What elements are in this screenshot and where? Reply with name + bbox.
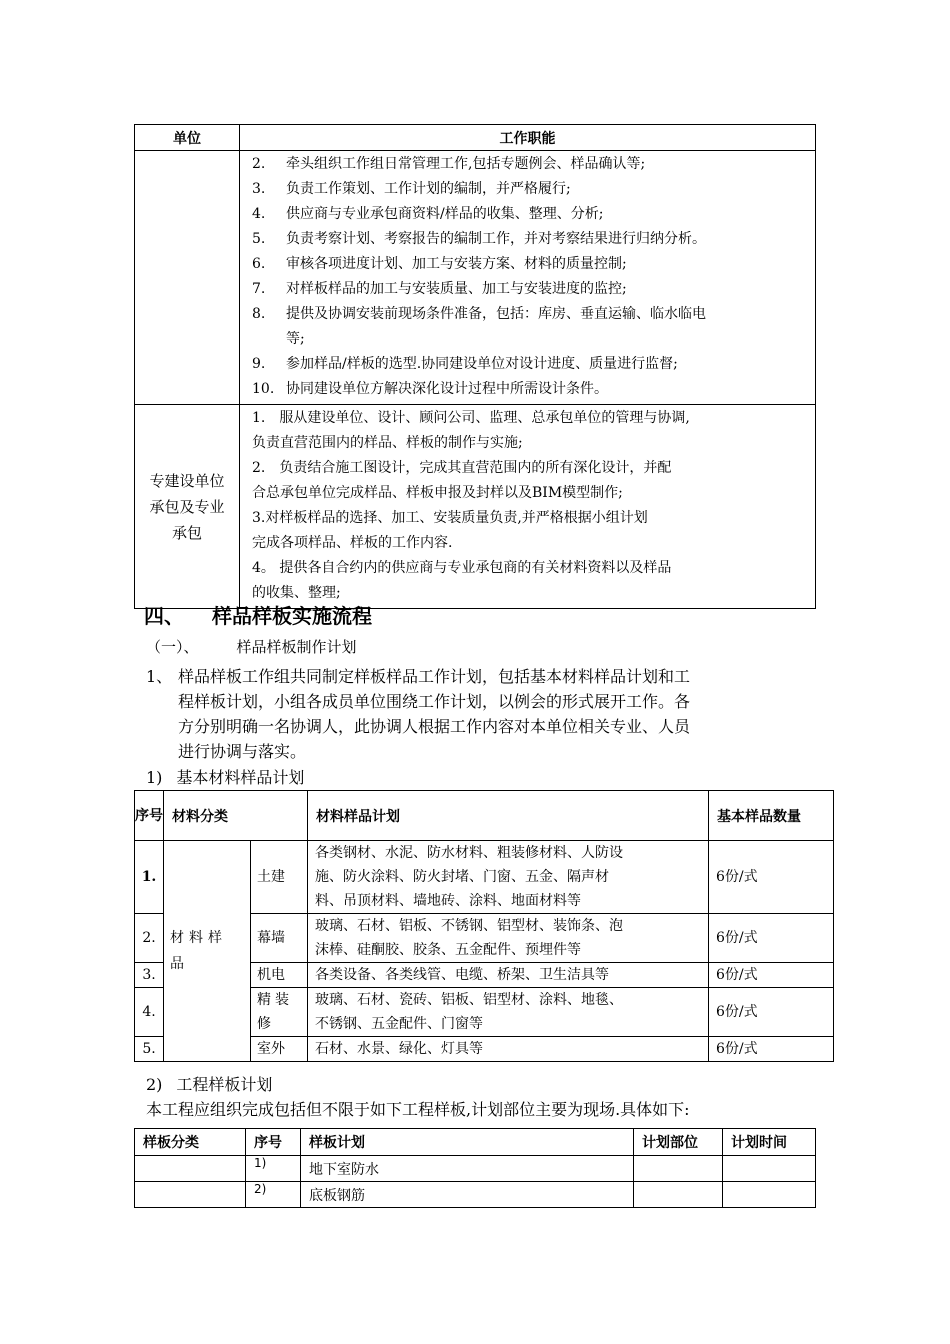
location-cell (634, 1156, 723, 1182)
unit-cell (135, 151, 240, 405)
duty-item: 4. 供应商与专业承包商资料/样品的收集、整理、分析; (252, 206, 604, 222)
table-header-row (135, 791, 834, 841)
row-number: 1. (135, 841, 164, 914)
section-heading: 四、 样品样板实施流程 (144, 604, 372, 628)
row-number: 2. (135, 914, 164, 963)
duty-item-continuation: 等; (286, 331, 305, 347)
plan-cell: 玻璃、石材、瓷砖、铝板、铝型材、涂料、地毯、 不锈钢、五金配件、门窗等 (308, 988, 709, 1037)
list-heading: 1) 基本材料样品计划 (146, 768, 305, 787)
sub-category: 土建 (251, 841, 308, 914)
duty-item: 8. 提供及协调安装前现场条件准备，包括：库房、垂直运输、临水临电 (252, 306, 706, 322)
category-cell (135, 1182, 246, 1208)
duty-line: 合总承包单位完成样品、样板申报及封样以及BIM模型制作; (252, 485, 623, 501)
duties-cell (240, 151, 816, 405)
duty-item: 9. 参加样品/样板的选型.协同建设单位对设计进度、质量进行监督; (252, 356, 678, 372)
table-row (135, 151, 816, 405)
seq-header: 序号 (246, 1129, 301, 1156)
table-row (135, 1182, 816, 1208)
duty-item: 5. 负责考察计划、考察报告的编制工作，并对考察结果进行归纳分析。 (252, 231, 706, 247)
qty-header: 基本样品数量 (709, 791, 834, 841)
duty-line: 完成各项样品、样板的工作内容. (252, 535, 453, 551)
duty-line: 3.对样板样品的选择、加工、安装质量负责,并严格根据小组计划 (252, 510, 648, 526)
category-cell (135, 1156, 246, 1182)
engineering-sample-table (134, 1128, 816, 1208)
paragraph: 本工程应组织完成包括但不限于如下工程样板,计划部位主要为现场.具体如下: (146, 1100, 690, 1119)
paragraph-number: 1、 (146, 667, 173, 686)
plan-cell: 地下室防水 (301, 1156, 634, 1182)
plan-cell: 石材、水景、绿化、灯具等 (308, 1037, 709, 1062)
category-header: 材料分类 (164, 791, 308, 841)
qty-cell: 6份/式 (709, 988, 834, 1037)
plan-header: 材料样品计划 (308, 791, 709, 841)
qty-cell: 6份/式 (709, 1037, 834, 1062)
seq-cell: 2) (246, 1182, 301, 1208)
sub-category: 幕墙 (251, 914, 308, 963)
material-sample-table (134, 790, 834, 1062)
plan-cell: 底板钢筋 (301, 1182, 634, 1208)
seq-header: 序号 (135, 791, 164, 841)
qty-cell: 6份/式 (709, 914, 834, 963)
qty-cell: 6份/式 (709, 841, 834, 914)
seq-cell: 1) (246, 1156, 301, 1182)
category-group: 材料样品 (164, 841, 251, 1062)
duty-item: 2. 牵头组织工作组日常管理工作,包括专题例会、样品确认等; (252, 156, 646, 172)
plan-cell: 各类设备、各类线管、电缆、桥架、卫生洁具等 (308, 963, 709, 988)
duties-header: 工作职能 (240, 125, 816, 151)
location-header: 计划部位 (634, 1129, 723, 1156)
plan-cell: 各类钢材、水泥、防水材料、粗装修材料、人防设 施、防火涂料、防火封堵、门窗、五金、隔声材 料、吊顶材料、墙地砖、涂料、地面材料等 (308, 841, 709, 914)
duty-line: 2. 负责结合施工图设计，完成其直营范围内的所有深化设计，并配 (252, 460, 672, 476)
duty-item: 3. 负责工作策划、工作计划的编制，并严格履行; (252, 181, 571, 197)
duty-line: 4。 提供各自合约内的供应商与专业承包商的有关材料资料以及样品 (252, 560, 672, 576)
duty-line: 负责直营范围内的样品、样板的制作与实施; (252, 435, 523, 451)
sub-category: 室外 (251, 1037, 308, 1062)
table-row (135, 841, 834, 914)
duties-table-header (135, 125, 816, 151)
plan-cell: 玻璃、石材、铝板、不锈钢、铝型材、装饰条、泡 沫棒、硅酮胶、胶条、五金配件、预埋件等 (308, 914, 709, 963)
list-heading: 2) 工程样板计划 (146, 1075, 273, 1094)
duties-table (134, 124, 816, 609)
duty-line: 1. 服从建设单位、设计、顾问公司、监理、总承包单位的管理与协调, (252, 410, 690, 426)
duty-item: 6. 审核各项进度计划、加工与安装方案、材料的质量控制; (252, 256, 627, 272)
row-number: 4. (135, 988, 164, 1037)
location-cell (634, 1182, 723, 1208)
category-header: 样板分类 (135, 1129, 246, 1156)
duties-cell (240, 405, 816, 609)
subsection-heading: （一）、 样品样板制作计划 (146, 638, 357, 656)
sub-category: 机电 (251, 963, 308, 988)
time-cell (723, 1156, 816, 1182)
unit-header: 单位 (135, 125, 240, 151)
row-number: 3. (135, 963, 164, 988)
table-header-row (135, 1129, 816, 1156)
duty-line: 的收集、整理; (252, 585, 341, 601)
unit-cell: 专建设单位 承包及专业 承包 (135, 405, 240, 609)
time-header: 计划时间 (723, 1129, 816, 1156)
sub-category: 精装修 (251, 988, 308, 1037)
paragraph: 样品样板工作组共同制定样板样品工作计划，包括基本材料样品计划和工 程样板计划，小组各成员单位围绕工作计划，以例会的形式展开工作。各 方分别明确一名协调人，此协调人根据工作内容对本单位相关专业、人员 进行协调与落实。 (178, 667, 691, 761)
qty-cell: 6份/式 (709, 963, 834, 988)
duty-item: 7. 对样板样品的加工与安装质量、加工与安装进度的监控; (252, 281, 627, 297)
row-number: 5. (135, 1037, 164, 1062)
table-row (135, 1156, 816, 1182)
plan-header: 样板计划 (301, 1129, 634, 1156)
time-cell (723, 1182, 816, 1208)
table-row (135, 405, 816, 609)
duty-item: 10. 协同建设单位方解决深化设计过程中所需设计条件。 (252, 381, 608, 397)
